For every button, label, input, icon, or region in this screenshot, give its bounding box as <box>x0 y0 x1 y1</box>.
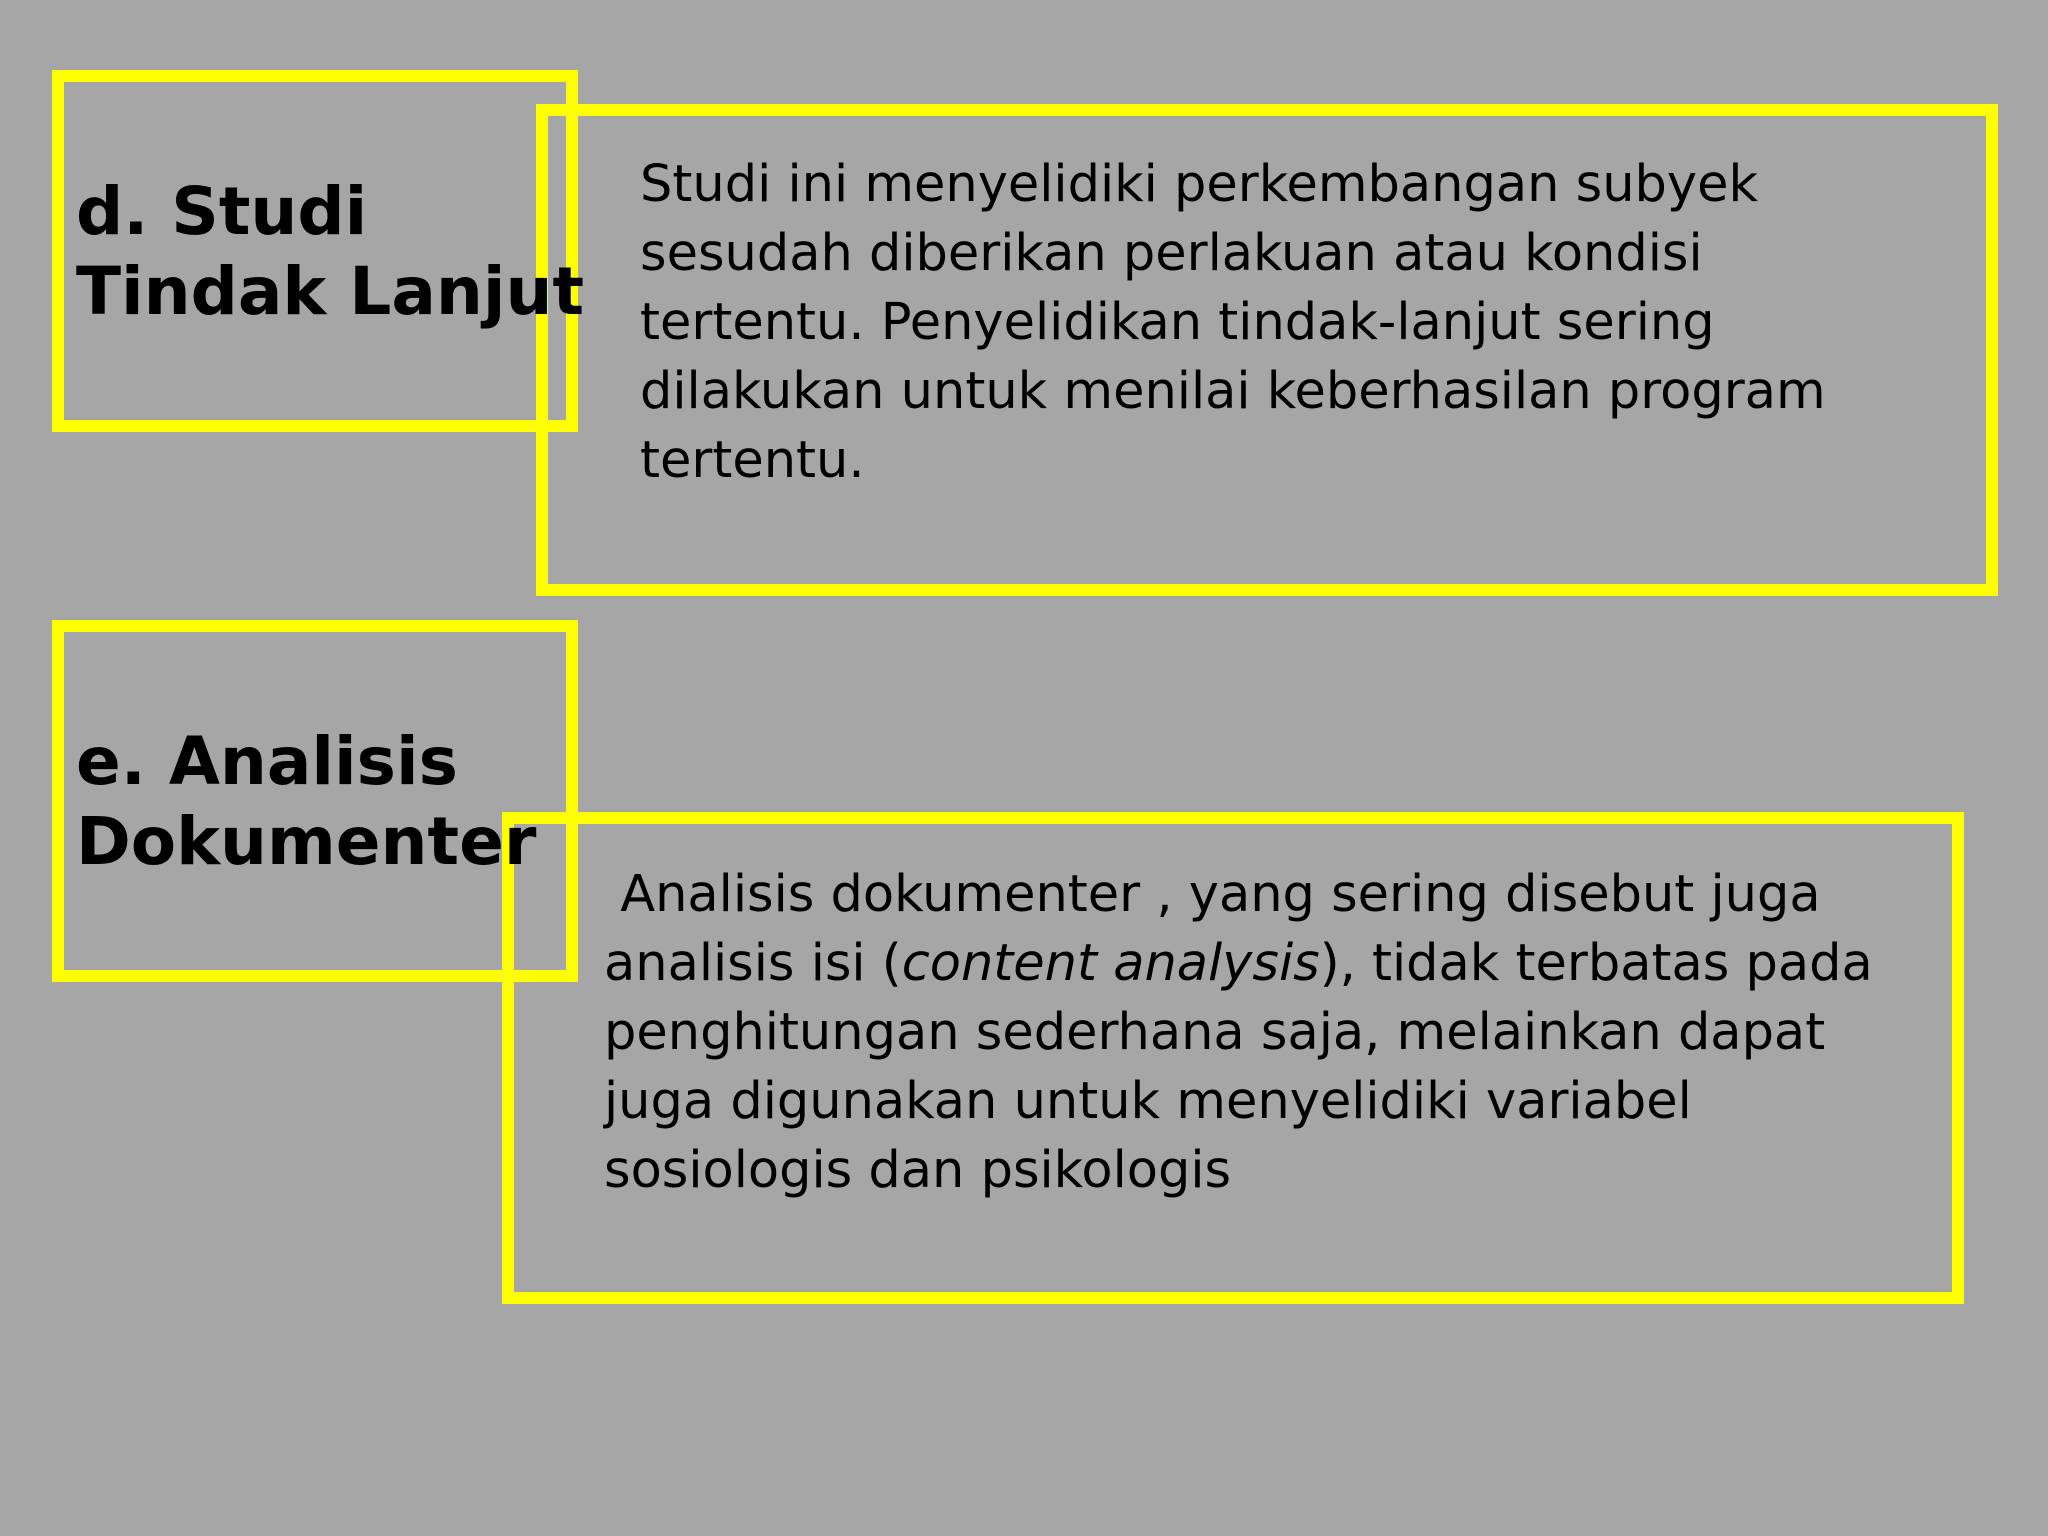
body-line: penghitungan sederhana saja, melainkan dapat <box>604 1003 1826 1062</box>
body-line: sosiologis dan psikologis <box>604 1141 1232 1200</box>
body-text-fragment: analisis isi ( <box>604 934 902 993</box>
section-heading-analisis-dokumenter <box>76 722 536 882</box>
section-heading-studi-tindak-lanjut <box>76 172 584 332</box>
italic-term: content analysis <box>901 934 1320 993</box>
heading-line: d. Studi <box>76 173 368 250</box>
body-line: Studi ini menyelidiki perkembangan subyek <box>640 155 1759 214</box>
body-line: Analisis dokumenter , yang sering disebut juga <box>604 865 1821 924</box>
body-line: sesudah diberikan perlakuan atau kondisi <box>640 224 1703 283</box>
body-line: tertentu. <box>640 431 865 490</box>
section-body-analisis-dokumenter <box>604 860 1873 1205</box>
section-body-studi-tindak-lanjut <box>640 150 1826 495</box>
body-line: dilakukan untuk menilai keberhasilan program <box>640 362 1826 421</box>
body-line: juga digunakan untuk menyelidiki variabel <box>604 1072 1692 1131</box>
body-text-fragment: ), tidak terbatas pada <box>1319 934 1873 993</box>
body-line <box>604 929 1873 998</box>
body-line: tertentu. Penyelidikan tindak-lanjut sering <box>640 293 1715 352</box>
heading-line: e. Analisis <box>76 723 458 800</box>
heading-line: Dokumenter <box>76 803 537 880</box>
heading-line: Tindak Lanjut <box>76 253 585 330</box>
